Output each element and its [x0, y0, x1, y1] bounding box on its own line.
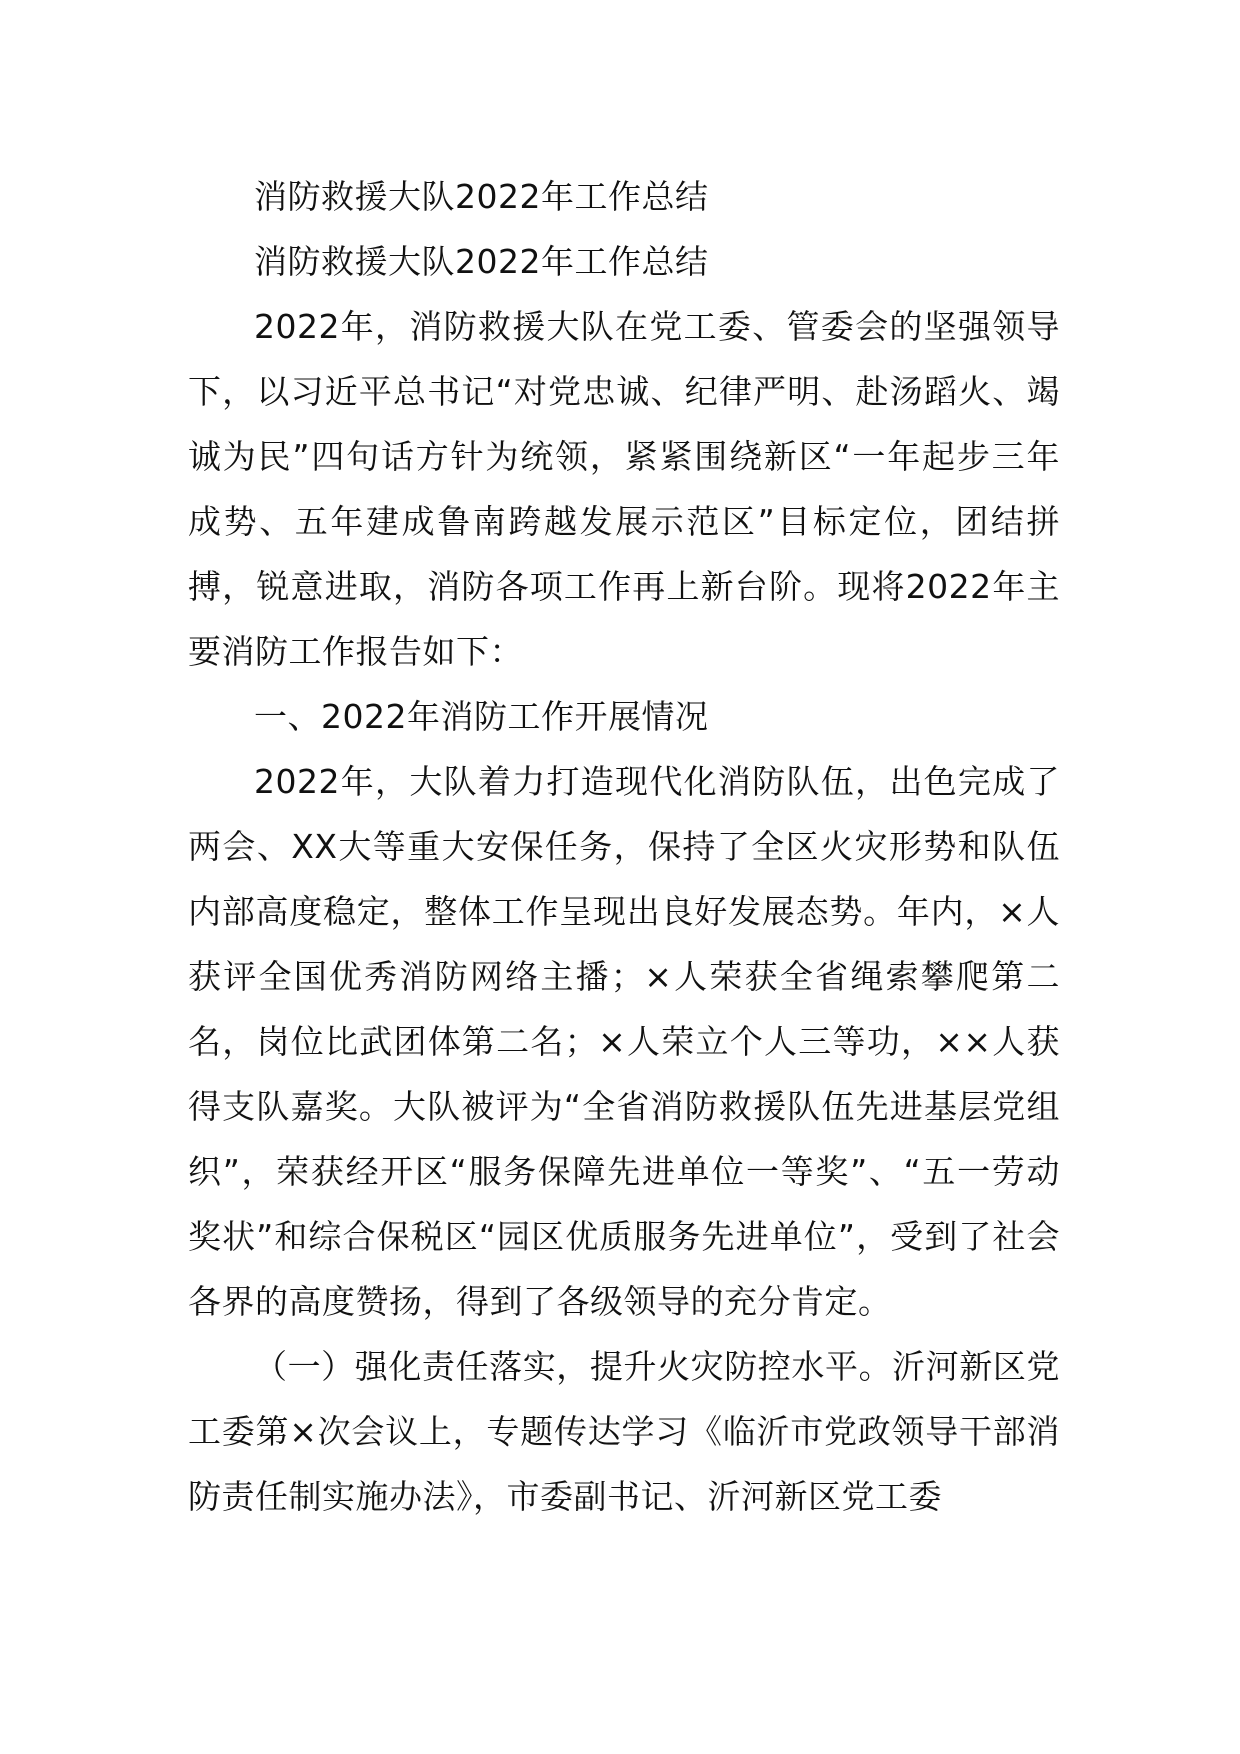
document-body	[188, 164, 1060, 1529]
document-title: 消防救援大队2022年工作总结	[254, 177, 709, 216]
paragraph-achievements: 2022年，大队着力打造现代化消防队伍，出色完成了两会、XX大等重大安保任务，保持了全区火灾形势和队伍内部高度稳定，整体工作呈现出良好发展态势。年内，×人获评全国优秀消防网络主播；×人荣获全省绳索攀爬第二名，岗位比武团体第二名；×人荣立个人三等功，××人获得支队嘉奖。大队被评为“全省消防救援队伍先进基层党组织”，荣获经开区“服务保障先进单位一等奖”、“五一劳动奖状”和综合保税区“园区优质服务先进单位”，受到了社会各界的高度赞扬，得到了各级领导的充分肯定。	[188, 762, 1060, 1321]
paragraph-responsibility: （一）强化责任落实，提升火灾防控水平。沂河新区党工委第×次会议上，专题传达学习《临沂市党政领导干部消防责任制实施办法》，市委副书记、沂河新区党工委	[188, 1347, 1060, 1516]
paragraph-intro: 2022年，消防救援大队在党工委、管委会的坚强领导下，以习近平总书记“对党忠诚、纪律严明、赴汤蹈火、竭诚为民”四句话方针为统领，紧紧围绕新区“一年起步三年成势、五年建成鲁南跨越发展示范区”目标定位，团结拼搏，锐意进取，消防各项工作再上新台阶。现将2022年主要消防工作报告如下：	[188, 307, 1060, 671]
section-heading-1: 一、2022年消防工作开展情况	[254, 697, 709, 736]
document-subtitle: 消防救援大队2022年工作总结	[254, 242, 709, 281]
